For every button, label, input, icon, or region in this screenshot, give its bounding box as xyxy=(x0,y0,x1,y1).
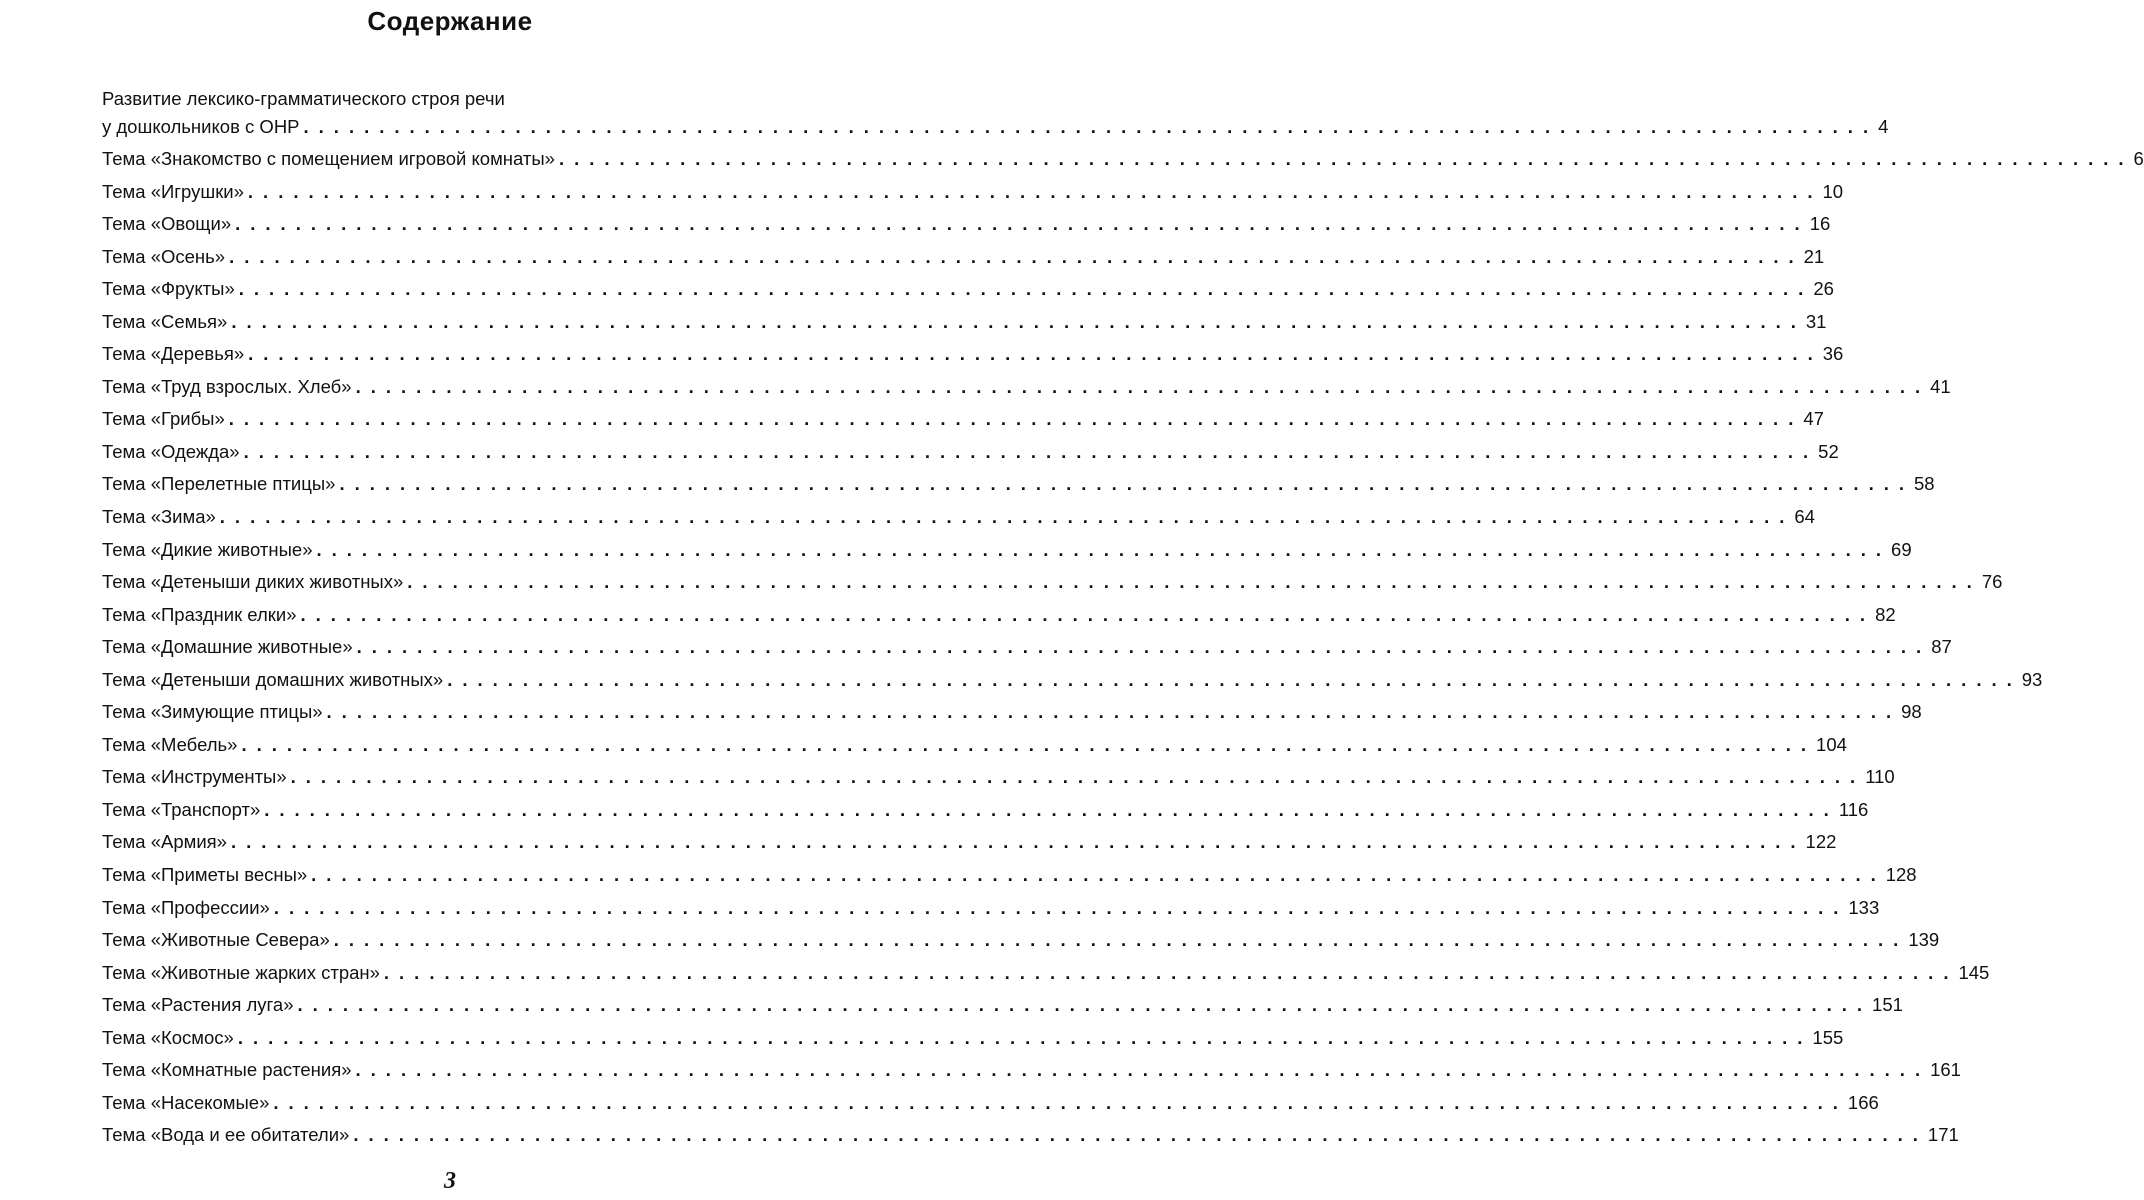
toc-entry-page: 58 xyxy=(1914,473,1935,495)
toc-entry-page: 31 xyxy=(1805,310,1827,332)
toc-entry-page: 104 xyxy=(1816,733,1847,755)
toc-entry-label: Тема «Растения луга» xyxy=(102,994,294,1016)
toc-leader-dots: ........................................................................................................ xyxy=(248,343,1823,365)
toc-leader-dots: ........................................................................................................ xyxy=(273,896,1849,918)
toc-entry[interactable] xyxy=(102,924,1940,957)
toc-entry-label: Тема «Дикие животные» xyxy=(102,538,313,560)
toc-entry-label: Тема «Детеныши диких животных» xyxy=(102,571,404,593)
toc-entry[interactable] xyxy=(102,631,1952,664)
toc-leader-dots: ........................................................................................................ xyxy=(237,1026,1813,1048)
toc-entry[interactable] xyxy=(102,241,1825,274)
toc-leader-dots: ........................................................................................................ xyxy=(264,798,1839,820)
toc-entry-label: Тема «Инструменты» xyxy=(102,766,287,788)
toc-entry[interactable] xyxy=(102,599,1896,632)
toc-entry[interactable] xyxy=(102,826,1837,859)
toc-entry-label: Тема «Вода и ее обитатели» xyxy=(102,1124,350,1146)
toc-entry-label: Тема «Деревья» xyxy=(102,343,245,365)
toc-entry[interactable] xyxy=(102,794,1869,827)
toc-entry-label: Тема «Космос» xyxy=(102,1026,234,1048)
toc-entry-page: 76 xyxy=(1981,571,2003,593)
toc-entry-page: 155 xyxy=(1812,1026,1844,1048)
toc-entry[interactable] xyxy=(102,338,1844,371)
toc-leader-dots: ........................................................................................................ xyxy=(383,961,1959,983)
toc-entry[interactable] xyxy=(102,176,1844,209)
toc-entry-label: Тема «Семья» xyxy=(102,310,228,332)
toc-entry-label: Тема «Игрушки» xyxy=(102,180,244,202)
toc-entry-label: Тема «Фрукты» xyxy=(102,278,235,300)
toc-leader-dots: ........................................................................................................ xyxy=(219,506,1795,528)
toc-leader-dots: ........................................................................................................ xyxy=(311,864,1886,886)
toc-leader-dots: ........................................................................................................ xyxy=(238,278,1814,300)
toc-leader-dots: ........................................................................................................ xyxy=(558,148,2134,169)
toc-entry-page: 161 xyxy=(1930,1059,1961,1081)
toc-entry-label: Тема «Перелетные птицы» xyxy=(102,473,336,495)
toc-entry-page: 133 xyxy=(1848,896,1880,918)
toc-entry[interactable] xyxy=(102,696,1922,729)
toc-leader-dots: ........................................................................................................ xyxy=(303,116,1879,137)
toc-leader-dots: ........................................................................................................ xyxy=(297,994,1873,1016)
toc-entry-page: 16 xyxy=(1809,213,1831,235)
toc-entry-label: Тема «Овощи» xyxy=(102,213,232,235)
toc-entry-label: Тема «Зима» xyxy=(102,506,216,528)
toc-entry[interactable] xyxy=(102,501,1815,534)
toc-entry-label: Тема «Осень» xyxy=(102,245,226,267)
toc-entry-label: Тема «Праздник елки» xyxy=(102,603,297,625)
toc-leader-dots: ........................................................................................................ xyxy=(243,440,1819,462)
toc-entry-label: Тема «Грибы» xyxy=(102,408,225,430)
toc-entry-page: 10 xyxy=(1822,180,1844,202)
toc-leader-dots: ........................................................................................................ xyxy=(230,831,1806,853)
toc-entry[interactable] xyxy=(102,761,1895,794)
toc-entry-label: Тема «Армия» xyxy=(102,831,227,853)
toc-entry[interactable] xyxy=(102,273,1834,306)
toc-entry[interactable] xyxy=(102,1054,1961,1087)
toc-entry-page: 64 xyxy=(1794,506,1815,528)
toc-entry-label: Тема «Транспорт» xyxy=(102,798,261,820)
toc-entry-page: 122 xyxy=(1805,831,1837,853)
toc-entry-page: 47 xyxy=(1803,408,1824,430)
toc-leader-dots: ........................................................................................................ xyxy=(247,180,1823,202)
toc-leader-dots: ........................................................................................................ xyxy=(326,701,1902,723)
toc-entry-page: 82 xyxy=(1875,603,1896,625)
toc-entry[interactable] xyxy=(102,371,1951,404)
toc-entry-label: Тема «Домашние животные» xyxy=(102,636,353,658)
toc-entry-label: Тема «Насекомые» xyxy=(102,1091,270,1113)
toc-entry[interactable] xyxy=(102,534,1912,567)
toc-leader-dots: ........................................................................................................ xyxy=(339,473,1914,495)
toc-entry-page: 6 xyxy=(2133,148,2144,169)
toc-leader-dots: ........................................................................................................ xyxy=(228,408,1804,430)
toc-entry-page: 98 xyxy=(1901,701,1922,723)
toc-entry-page: 26 xyxy=(1813,278,1834,300)
toc-entry-label: Тема «Детеныши домашних животных» xyxy=(102,668,444,690)
toc-entry-label: у дошкольников с ОНР xyxy=(102,116,300,137)
toc-entry-page: 4 xyxy=(1878,116,1889,137)
toc-entry-page: 21 xyxy=(1803,245,1825,267)
toc-entry-label: Тема «Приметы весны» xyxy=(102,864,308,886)
toc-entry-page: 139 xyxy=(1908,929,1940,951)
toc-entry[interactable] xyxy=(102,306,1827,339)
toc-leader-dots: ........................................................................................................ xyxy=(231,310,1806,332)
toc-entry-page: 41 xyxy=(1930,375,1951,397)
toc-leader-dots: ........................................................................................................ xyxy=(355,375,1931,397)
toc-leader-dots: ........................................................................................................ xyxy=(316,538,1892,560)
toc-entry-page: 171 xyxy=(1927,1124,1959,1146)
toc-entry[interactable] xyxy=(102,729,1847,762)
toc-leader-dots: ........................................................................................................ xyxy=(353,1124,1928,1146)
toc-leader-dots: ........................................................................................................ xyxy=(273,1091,1848,1113)
toc-entry-label: Тема «Знакомство с помещением игровой комнаты» xyxy=(102,148,555,169)
toc-entry-page: 87 xyxy=(1931,636,1952,658)
toc-entry[interactable] xyxy=(102,468,1935,501)
toc-entry-label: Тема «Профессии» xyxy=(102,896,270,918)
toc-entry-page: 151 xyxy=(1872,994,1903,1016)
toc-entry-label: Тема «Комнатные растения» xyxy=(102,1059,352,1081)
toc-leader-dots: ........................................................................................................ xyxy=(300,603,1876,625)
toc-entry[interactable] xyxy=(102,143,2144,176)
toc-entry[interactable] xyxy=(102,436,1839,469)
toc-entry-page: 116 xyxy=(1838,798,1869,820)
toc-entry-page: 128 xyxy=(1885,864,1917,886)
toc-entry[interactable] xyxy=(102,957,1990,990)
toc-entry-label: Тема «Мебель» xyxy=(102,733,238,755)
toc-entry[interactable] xyxy=(102,208,1831,241)
toc-entry[interactable] xyxy=(102,892,1880,925)
toc-entry[interactable] xyxy=(102,664,2043,697)
toc-entry-label: Тема «Одежда» xyxy=(102,440,240,462)
toc-leader-dots: ........................................................................................................ xyxy=(229,245,1804,267)
toc-entry-first-line: Развитие лексико-грамматического строя речи xyxy=(102,88,505,109)
toc-entry-page: 110 xyxy=(1865,766,1895,788)
toc-entry-page: 52 xyxy=(1818,440,1839,462)
toc-leader-dots: ........................................................................................................ xyxy=(447,668,2022,690)
toc-entry-page: 36 xyxy=(1822,343,1844,365)
toc-entry[interactable] xyxy=(102,403,1824,436)
page-title: Содержание xyxy=(367,6,533,36)
toc-leader-dots: ........................................................................................................ xyxy=(407,571,1982,593)
toc-list xyxy=(102,143,2144,1152)
toc-leader-dots: ........................................................................................................ xyxy=(235,213,1810,235)
toc-entry-label: Тема «Животные Севера» xyxy=(102,929,330,951)
toc-entry[interactable] xyxy=(102,1119,1959,1152)
toc-leader-dots: ........................................................................................................ xyxy=(333,929,1909,951)
toc-entry[interactable] xyxy=(102,859,1917,892)
toc-entry[interactable] xyxy=(102,566,2003,599)
toc-entry[interactable] xyxy=(102,989,1903,1022)
toc-entry[interactable] xyxy=(102,1022,1844,1055)
toc-entry-page: 145 xyxy=(1958,961,1990,983)
toc-leader-dots: ........................................................................................................ xyxy=(241,733,1817,755)
toc-entry-page: 93 xyxy=(2021,668,2043,690)
toc-entry-page: 69 xyxy=(1891,538,1912,560)
toc-entry[interactable] xyxy=(102,1087,1879,1120)
table-of-contents xyxy=(102,87,2144,1152)
toc-entry-label: Тема «Труд взрослых. Хлеб» xyxy=(102,375,352,397)
toc-leader-dots: ........................................................................................................ xyxy=(356,636,1932,658)
toc-entry-label: Тема «Животные жарких стран» xyxy=(102,961,380,983)
page-number: 3 xyxy=(444,1168,456,1194)
toc-entry-label: Тема «Зимующие птицы» xyxy=(102,701,323,723)
toc-entry-page: 166 xyxy=(1847,1091,1879,1113)
toc-entry[interactable] xyxy=(102,111,1889,143)
toc-leader-dots: ........................................................................................................ xyxy=(290,766,1866,788)
toc-leader-dots: ........................................................................................................ xyxy=(355,1059,1931,1081)
